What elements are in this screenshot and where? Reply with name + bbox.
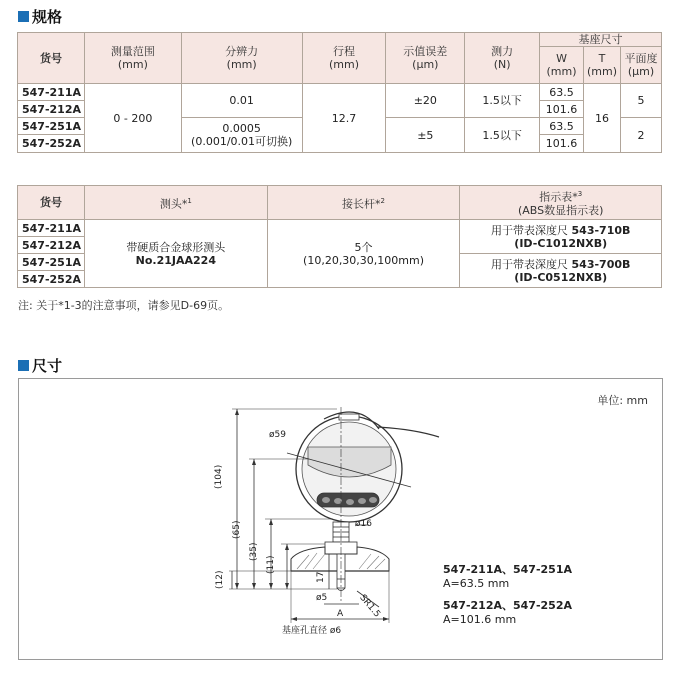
table-row-code: 547-252A	[18, 271, 85, 288]
force-cell-1: 1.5以下	[465, 84, 540, 118]
table-row-code: 547-212A	[18, 101, 85, 118]
spec-section-title: 规格	[18, 6, 62, 27]
table-row-code: 547-212A	[18, 237, 85, 254]
indicator-cell-2: 用于带表深度尺 543-700B (ID-C0512NXB)	[460, 254, 662, 288]
table-row-code: 547-211A	[18, 220, 85, 237]
header-stroke: 行程 (mm)	[302, 33, 386, 84]
header-indicator: 指示表*$^3$ (ABS数显指示表)	[460, 186, 662, 220]
w-cell: 101.6	[540, 135, 584, 153]
indicator-cell-1: 用于带表深度尺 543-710B (ID-C1012NXB)	[460, 220, 662, 254]
force-cell-2: 1.5以下	[465, 118, 540, 153]
range-cell: 0 - 200	[84, 84, 181, 153]
header-error: 示值误差 (μm)	[386, 33, 465, 84]
w-cell: 101.6	[540, 101, 584, 118]
label-base-hole: 基座孔直径 ø6	[282, 626, 342, 636]
error-cell-2: ±5	[386, 118, 465, 153]
spec-table	[17, 32, 662, 153]
model-note-2: 547-212A、547-252A A=101.6 mm	[443, 599, 573, 626]
table-row-code: 547-252A	[18, 135, 85, 153]
probe-cell: 带硬质合金球形测头 No.21JAA224	[84, 220, 267, 288]
section-marker-icon	[18, 11, 29, 22]
label-h35: (35)	[249, 542, 259, 561]
model-note-1: 547-211A、547-251A A=63.5 mm	[443, 563, 573, 590]
header-force: 测力 (N)	[465, 33, 540, 84]
table-row-code: 547-211A	[18, 84, 85, 101]
flatness-cell-2: 2	[620, 118, 661, 153]
label-a: A	[337, 609, 344, 619]
table-row-code: 547-251A	[18, 118, 85, 135]
error-cell-1: ±20	[386, 84, 465, 118]
header-rod: 接长杆*$^2$	[267, 186, 460, 220]
header-code: 货号	[18, 33, 85, 84]
header-base: 基座尺寸	[540, 33, 662, 47]
unit-label: 单位: mm	[597, 394, 648, 407]
header-t: T (mm)	[584, 47, 621, 84]
t-cell: 16	[584, 84, 621, 153]
dimension-section-title: 尺寸	[18, 355, 62, 376]
header-range: 测量范围 (mm)	[84, 33, 181, 84]
header-w: W (mm)	[540, 47, 584, 84]
rod-cell: 5个 (10,20,30,30,100mm)	[267, 220, 460, 288]
header-code: 货号	[18, 186, 85, 220]
header-probe: 测头*$^1$	[84, 186, 267, 220]
table-row-code: 547-251A	[18, 254, 85, 271]
resolution-cell-2: 0.0005 (0.001/0.01可切换)	[181, 118, 302, 153]
resolution-cell-1: 0.01	[181, 84, 302, 118]
label-h11: (11)	[266, 555, 276, 574]
w-cell: 63.5	[540, 84, 584, 101]
label-h17: 17	[316, 571, 326, 583]
section-marker-icon	[18, 360, 29, 371]
header-flatness: 平面度 (μm)	[620, 47, 661, 84]
label-sr15: SR1.5	[357, 593, 382, 620]
footnote: 注: 关于*1-3的注意事项，请参见D-69页。	[18, 299, 230, 312]
stroke-cell: 12.7	[302, 84, 386, 153]
label-h65: (65)	[232, 520, 242, 539]
flatness-cell-1: 5	[620, 84, 661, 118]
label-d59: ø59	[269, 430, 286, 440]
label-h12: (12)	[215, 570, 225, 589]
label-h104: (104)	[214, 464, 224, 489]
accessory-table	[17, 185, 662, 288]
w-cell: 63.5	[540, 118, 584, 135]
label-d16: ø16	[355, 519, 372, 529]
dimension-drawing-box	[18, 378, 663, 660]
label-d5: ø5	[316, 593, 328, 603]
header-resolution: 分辨力 (mm)	[181, 33, 302, 84]
